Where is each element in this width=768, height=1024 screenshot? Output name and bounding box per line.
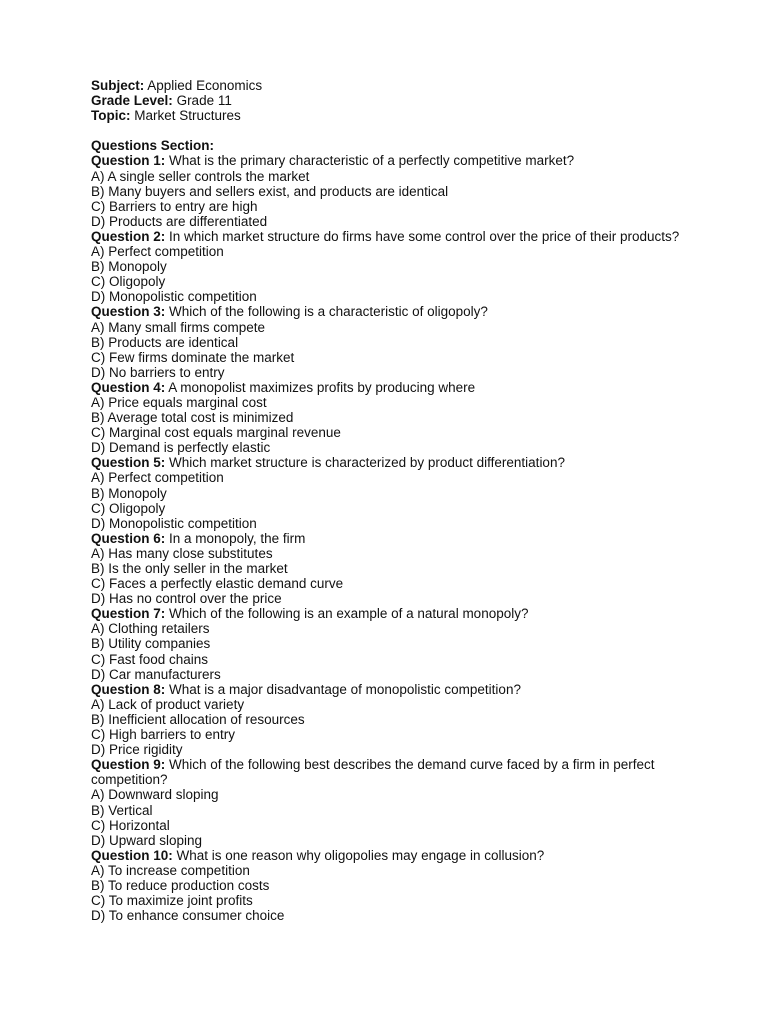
question-block-7	[91, 606, 731, 681]
question-block-1	[91, 153, 731, 228]
answer-option: C) Oligopoly	[91, 500, 166, 516]
question-line	[91, 606, 731, 621]
answer-option: B) Monopoly	[91, 485, 167, 501]
answer-option: B) Monopoly	[91, 259, 167, 275]
subject-value: Applied Economics	[147, 78, 263, 93]
question-label: Question 9:	[91, 757, 166, 773]
question-block-10	[91, 848, 731, 923]
answer-option: A) To increase competition	[91, 862, 250, 878]
answer-option: B) Utility companies	[91, 636, 211, 652]
question-text: A monopolist maximizes profits by producing where	[168, 379, 476, 395]
subject-label: Subject:	[91, 78, 145, 93]
grade-line	[91, 93, 731, 108]
question-label: Question 2:	[91, 228, 166, 244]
answer-option: A) Price equals marginal cost	[91, 394, 267, 410]
answer-option: C) High barriers to entry	[91, 727, 236, 743]
question-line	[91, 304, 731, 319]
answer-option: B) Vertical	[91, 802, 153, 818]
answer-option: B) Inefficient allocation of resources	[91, 711, 305, 727]
question-line	[91, 153, 731, 168]
topic-value: Market Structures	[134, 108, 241, 124]
question-label: Question 6:	[91, 530, 166, 546]
question-line	[91, 380, 731, 395]
question-line	[91, 531, 731, 546]
answer-option: A) A single seller controls the market	[91, 168, 310, 184]
question-text: Which market structure is characterized by product differentiation?	[169, 455, 565, 471]
topic-line	[91, 108, 731, 123]
question-line	[91, 682, 731, 697]
question-label: Question 4:	[91, 379, 166, 395]
answer-option: C) Barriers to entry are high	[91, 198, 258, 214]
answer-option: D) To enhance consumer choice	[91, 908, 285, 924]
question-text: Which of the following best describes the demand curve faced by a firm in perfect competition?	[91, 757, 655, 788]
question-text: In a monopoly, the firm	[169, 530, 306, 546]
question-block-8	[91, 682, 731, 757]
answer-option: B) Average total cost is minimized	[91, 410, 294, 426]
question-line	[91, 757, 731, 787]
grade-label: Grade Level:	[91, 93, 173, 109]
question-block-5	[91, 455, 731, 530]
question-block-6	[91, 531, 731, 606]
answer-option: A) Lack of product variety	[91, 696, 245, 712]
answer-option: D) Upward sloping	[91, 832, 203, 848]
answer-option: D) Demand is perfectly elastic	[91, 440, 271, 456]
answer-option: A) Perfect competition	[91, 244, 224, 260]
question-text: Which of the following is a characteristic of oligopoly?	[169, 304, 488, 320]
question-text: Which of the following is an example of a natural monopoly?	[169, 606, 529, 622]
answer-option: B) Is the only seller in the market	[91, 561, 288, 576]
question-label: Question 10:	[91, 847, 173, 863]
answer-option: C) Horizontal	[91, 817, 170, 833]
answer-option: A) Perfect competition	[91, 470, 224, 486]
subject-line	[91, 78, 731, 93]
answer-option: C) To maximize joint profits	[91, 893, 253, 909]
answer-option: A) Many small firms compete	[91, 319, 266, 335]
question-text: What is the primary characteristic of a perfectly competitive market?	[169, 153, 575, 169]
answer-option: D) Monopolistic competition	[91, 289, 257, 305]
answer-option: B) To reduce production costs	[91, 877, 270, 893]
answer-option: C) Marginal cost equals marginal revenue	[91, 425, 341, 441]
answer-option: A) Clothing retailers	[91, 621, 210, 637]
answer-option: A) Has many close substitutes	[91, 545, 273, 561]
document-body	[91, 78, 731, 923]
question-text: What is one reason why oligopolies may engage in collusion?	[176, 847, 545, 863]
answer-option: C) Few firms dominate the market	[91, 349, 295, 365]
question-line	[91, 848, 731, 863]
spacer	[91, 123, 731, 138]
answer-option: D) Car manufacturers	[91, 666, 221, 682]
answer-option: D) Monopolistic competition	[91, 515, 257, 531]
question-line	[91, 229, 731, 244]
answer-option: C) Oligopoly	[91, 274, 166, 290]
answer-option: D) Price rigidity	[91, 742, 183, 758]
topic-label: Topic:	[91, 108, 131, 124]
answer-option: D) Has no control over the price	[91, 591, 282, 607]
question-line	[91, 455, 731, 470]
question-block-4	[91, 380, 731, 455]
question-label: Question 1:	[91, 153, 166, 169]
question-text: In which market structure do firms have some control over the price of their products?	[169, 228, 680, 244]
question-block-9	[91, 757, 731, 848]
answer-option: A) Downward sloping	[91, 787, 219, 803]
question-label: Question 5:	[91, 455, 166, 471]
section-title: Questions Section:	[91, 138, 215, 154]
answer-option: D) Products are differentiated	[91, 213, 268, 229]
answer-option: B) Many buyers and sellers exist, and products are identical	[91, 183, 449, 199]
answer-option: C) Faces a perfectly elastic demand curve	[91, 576, 344, 592]
question-block-3	[91, 304, 731, 379]
question-label: Question 7:	[91, 606, 166, 622]
question-label: Question 3:	[91, 304, 166, 320]
answer-option: C) Fast food chains	[91, 651, 209, 667]
grade-value: Grade 11	[176, 93, 232, 109]
answer-option: D) No barriers to entry	[91, 364, 225, 380]
question-label: Question 8:	[91, 681, 166, 697]
question-text: What is a major disadvantage of monopolistic competition?	[169, 681, 521, 697]
answer-option: B) Products are identical	[91, 334, 239, 350]
question-block-2	[91, 229, 731, 304]
